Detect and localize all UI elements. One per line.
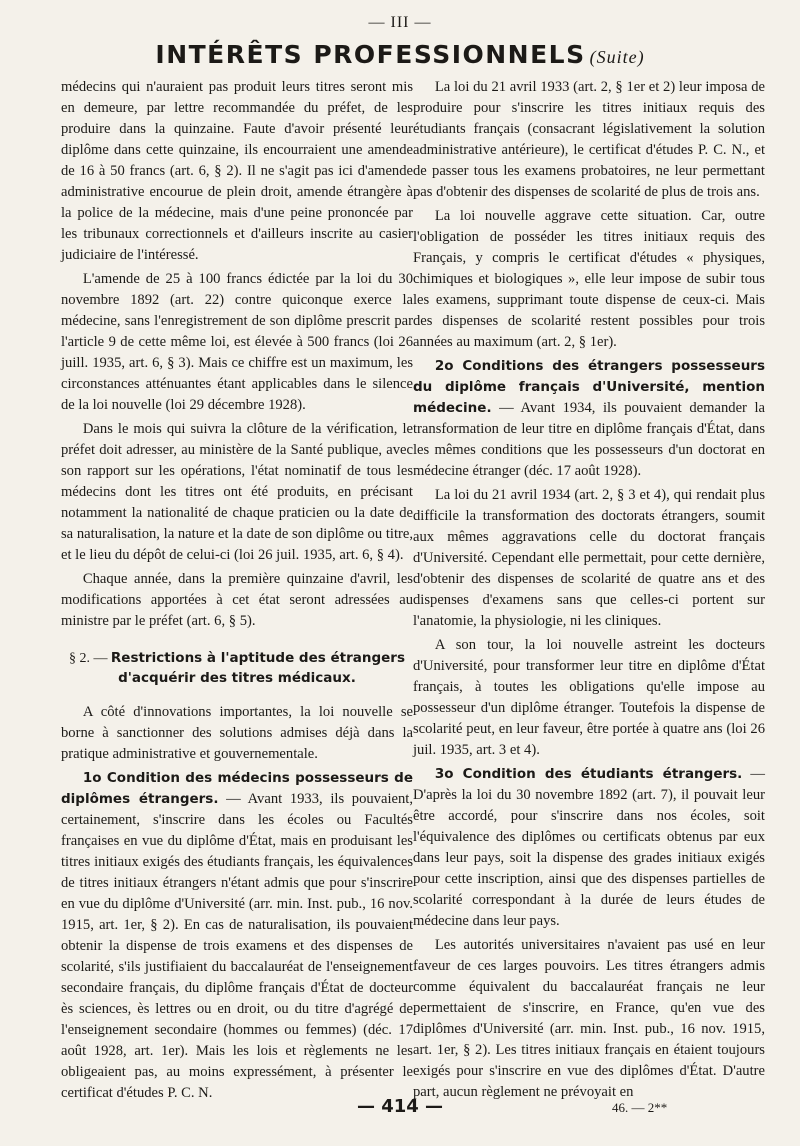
- paragraph-body: — Avant 1933, ils pouvaient, certainement, s'inscrire dans les écoles ou Facultés françaises en vue du diplôme d'État, mais en produisant les titres initiaux exigés des étudiants français, les équivalences de titres initiaux étrangers n'étant admis que pour s'inscrire en vue du diplôme d'Université (arr. min. Inst. pub., 16 nov. 1915, art. 1er, § 2). En cas de naturalisation, ils pouvaient obtenir la dispense de trois examens et des dispenses de scolarité, s'ils justifiaient du baccalauréat de l'enseignement secondaire français, du diplôme français d'État de docteur ès sciences, ès lettres ou en droit, ou du titre d'agrégé de l'enseignement secondaire (hommes ou femmes) (déc. 17 août 1928, art. 1er). Mais les lois et règlements ne les obligeaient pas, au moins expressément, à présenter le certificat d'études P. C. N.: [61, 791, 413, 1101]
- paragraph: médecins qui n'auraient pas produit leurs titres seront mis en demeure, par lettre recommandée du préfet, de les produire dans la quinzaine. Faute d'avoir présenté leur diplôme dans cette quinzaine, ils encourraient une amende de 16 à 50 francs (art. 6, § 2). Il ne s'agit pas ici d'amende administrative encourue de plein droit, amende étrangère à la police de la médecine, mais d'une peine prononcée par les tribunaux correctionnels et d'ailleurs inscrite au casier judiciaire de l'intéressé.: [61, 79, 413, 263]
- run-in-heading: 1o Condition des médecins possesseurs de diplômes étrangers.: [61, 770, 413, 807]
- paragraph-body: — Avant 1934, ils pouvaient demander la transformation de leur titre en diplôme français d'État, dans les mêmes conditions que les possesseurs d'un doctorat en médecine étranger (déc. 17 août 1928).: [413, 400, 765, 479]
- paragraph: A son tour, la loi nouvelle astreint les docteurs d'Université, pour transformer leur titre en diplôme d'État français, à toutes les obligations qu'elle impose au possesseur d'un diplôme étranger. Toutefois la dispense de scolarité peut, en leur faveur, être portée à quatre ans (loi 26 juil. 1935, art. 3 et 4).: [413, 637, 765, 758]
- paragraph: [413, 356, 765, 482]
- run-in-heading: 2o Conditions des étrangers possesseurs du diplôme français d'Université, mention médecine.: [413, 358, 765, 416]
- section-title: Restrictions à l'aptitude des étrangers d'acquérir des titres médicaux.: [110, 650, 405, 686]
- paragraph: La loi nouvelle aggrave cette situation. Car, outre l'obligation de posséder les titres initiaux requis des Français, y compris le certificat d'études « physiques, chimiques et biologiques », elle leur impose de subir tous les examens, supprimant toute dispense de ceux-ci. Mais des dispenses de scolarité restent possibles pour trois années au maximum (art. 2, § 1er).: [413, 208, 765, 350]
- header-title: INTÉRÊTS PROFESSIONNELS: [155, 40, 586, 69]
- section-number: § 2. —: [69, 651, 108, 666]
- running-header: [0, 40, 800, 69]
- section-heading: [61, 648, 413, 688]
- paragraph: Chaque année, dans la première quinzaine d'avril, les modifications apportées à cet état seront adressées au ministre par le préfet (art. 6, § 5).: [61, 571, 413, 629]
- printer-signature: 46. — 2**: [612, 1100, 668, 1115]
- page-number: — 414 —: [356, 1096, 444, 1117]
- paragraph: Les autorités universitaires n'avaient pas usé en leur faveur de ces larges pouvoirs. Les titres étrangers admis comme équivalent du baccalauréat français ne leur permettaient de s'inscrire, en France, qu'en vue des diplômes d'Université (arr. min. Inst. pub., 16 nov. 1915, art. 1er, § 2). Les titres initiaux français en étaient toujours exigés pour s'inscrire en vue des diplômes d'État. D'autre part, aucun règlement ne prévoyait en: [413, 937, 765, 1100]
- page-marker: — III —: [368, 14, 432, 31]
- right-column: [413, 77, 765, 1103]
- paragraph: [61, 768, 413, 1104]
- paragraph: A côté d'innovations importantes, la loi nouvelle se borne à sanctionner des solutions admises déjà dans la pratique administrative et gouvernementale.: [61, 704, 413, 762]
- paragraph: La loi du 21 avril 1934 (art. 2, § 3 et 4), qui rendait plus difficile la transformation des doctorats étrangers, soumit aux mêmes aggravations celle du doctorat français d'Université. Cependant elle permettait, pour cette dernière, d'obtenir des dispenses de scolarité de quatre ans et des dispenses d'examens sans que celles-ci portent sur l'anatomie, la physiologie, ni les cliniques.: [413, 487, 765, 629]
- paragraph-body: — D'après la loi du 30 novembre 1892 (art. 7), il pouvait leur être accordé, pour s'inscrire dans nos écoles, soit l'équivalence des diplômes ou certificats obtenus par eux dans leur pays, soit la dispense des grades initiaux exigés pour cette inscription, ainsi que des dispenses partielles de scolarité correspondant à la durée de leurs études de médecine dans leur pays.: [413, 766, 765, 929]
- paragraph: La loi du 21 avril 1933 (art. 2, § 1er et 2) leur imposa de produire pour s'inscrire les titres initiaux requis des étudiants français (consacrant législativement la solution administrative antérieure), le certificat d'études P. C. N., et de passer tous les examens probatoires, ne leur permettant pas d'obtenir des dispenses de scolarité de plus de trois ans.: [413, 79, 765, 200]
- paragraph: Dans le mois qui suivra la clôture de la vérification, le préfet doit adresser, au ministère de la Santé publique, avec son rapport sur les opérations, l'état nominatif de tous les médecins dont les titres ont été produits, en précisant notamment la nationalité de chaque praticien ou la date de sa naturalisation, la nature et la date de son diplôme ou titre, et le lieu du dépôt de celui-ci (loi 26 juil. 1935, art. 6, § 4).: [61, 421, 413, 563]
- left-column: [61, 77, 413, 1104]
- header-suite: (Suite): [589, 47, 645, 67]
- paragraph: [413, 764, 765, 932]
- paragraph: L'amende de 25 à 100 francs édictée par la loi du 30 novembre 1892 (art. 22) contre quiconque exerce la médecine, sans l'enregistrement de son diplôme prescrit par l'article 9 de cette même loi, est élevée à 500 francs (loi 26 juill. 1935, art. 6, § 3). Mais ce chiffre est un maximum, les circonstances atténuantes étant applicables dans le silence de la loi nouvelle (loi 29 décembre 1928).: [61, 271, 413, 413]
- run-in-heading: 3o Condition des étudiants étrangers.: [434, 766, 743, 782]
